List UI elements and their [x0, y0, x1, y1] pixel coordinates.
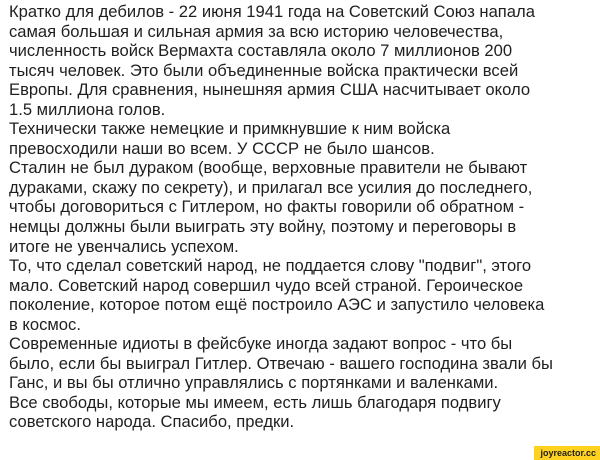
text-line-8: превосходили наши во всем. У СССР не было шансов. — [9, 138, 435, 158]
post-text — [9, 2, 594, 432]
text-line-22: советского народа. Спасибо, предки. — [9, 412, 295, 432]
text-line-13: итоге не увенчались успехом. — [9, 236, 239, 256]
text-line-15: мало. Советский народ совершил чудо всей страной. Героическое — [9, 275, 524, 295]
text-line-5: Европы. Для сравнения, нынешняя армия США насчитывает около — [9, 80, 531, 100]
text-line-19: было, если бы выиграл Гитлер. Отвечаю - вашего господина звали бы — [9, 353, 553, 373]
text-line-1: Кратко для дебилов - 22 июня 1941 года на Советский Союз напала — [9, 2, 535, 21]
text-line-2: самая большая и сильная армия за всю историю человечества, — [9, 21, 504, 41]
text-line-14: То, что сделал советский народ, не поддается слову "подвиг", этого — [9, 256, 532, 276]
joyreactor-watermark: joyreactor.cc — [534, 446, 600, 460]
text-line-10: дураками, скажу по секрету), и прилагал все усилия до последнего, — [9, 177, 533, 197]
text-line-7: Технически также немецкие и примкнувшие к ним войска — [9, 119, 451, 139]
text-line-4: тысяч человек. Это были объединенные войска практически всей — [9, 60, 519, 80]
text-line-11: чтобы договориться с Гитлером, но факты говорили об обратном - — [9, 197, 525, 217]
text-line-9: Сталин не был дураком (вообще, верховные правители не бывают — [9, 158, 528, 178]
text-line-3: численность войск Вермахта составляла около 7 миллионов 200 — [9, 41, 513, 61]
text-line-16: поколение, которое потом ещё построило АЭС и запустило человека — [9, 295, 545, 315]
text-line-17: в космос. — [9, 314, 81, 334]
text-line-12: немцы должны были выиграть эту войну, поэтому и переговоры в — [9, 217, 517, 237]
text-line-6: 1.5 миллиона голов. — [9, 99, 166, 119]
text-line-18: Современные идиоты в фейсбуке иногда задают вопрос - что бы — [9, 334, 513, 354]
text-line-21: Все свободы, которые мы имеем, есть лишь благодаря подвигу — [9, 392, 501, 412]
text-line-20: Ганс, и вы бы отлично управлялись с портянками и валенками. — [9, 373, 499, 393]
